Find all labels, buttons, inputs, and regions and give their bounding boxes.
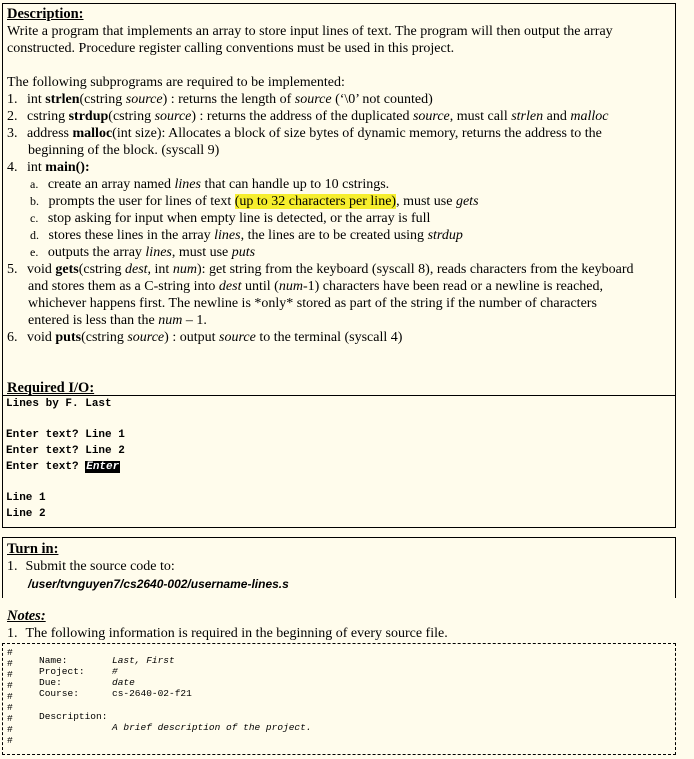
field-description-value: A brief description of the project. xyxy=(112,722,312,733)
item-malloc-cont: beginning of the block. (syscall 9) xyxy=(28,143,220,158)
item-gets-cont-1: and stores them as a C-string into dest until (num-1) characters have been read or a newline is reached, xyxy=(28,279,604,294)
main-sub-a: a. create an array named lines that can handle up to 10 cstrings. xyxy=(30,177,390,192)
field-name-key: Name: xyxy=(39,655,68,666)
description-heading: Description: xyxy=(7,6,84,22)
main-sub-c: c. stop asking for input when empty line is detected, or the array is full xyxy=(30,211,431,226)
requirements-line: The following subprograms are required to be implemented: xyxy=(7,75,345,90)
description-intro-2: constructed. Procedure register calling conventions must be used in this project. xyxy=(7,41,455,56)
notes-box xyxy=(2,643,676,755)
field-due-value: date xyxy=(112,677,135,688)
io-line-1: Enter text? Line 1 xyxy=(6,429,125,441)
notes-item: 1. The following information is required in the beginning of every source file. xyxy=(7,626,448,641)
turnin-item: 1. Submit the source code to: xyxy=(7,559,175,574)
enter-key: Enter xyxy=(86,461,120,473)
item-number: 4. xyxy=(7,160,18,175)
notes-heading: Notes: xyxy=(7,608,46,624)
field-description-key: Description: xyxy=(39,711,108,722)
turnin-path: /user/tvnguyen7/cs2640-002/username-lines.s xyxy=(28,577,289,591)
item-strlen: 1. int strlen(cstring source) : returns the length of source (‘\0’ not counted) xyxy=(7,92,433,107)
func-name: strlen xyxy=(45,92,80,107)
item-number: 5. xyxy=(7,262,18,277)
item-gets-cont-2: whichever happens first. The newline is *only* stored as part of the string if the number of characters xyxy=(28,296,597,311)
field-project-key: Project: xyxy=(39,666,85,677)
item-strdup: 2. cstring strdup(cstring source) : returns the address of the duplicated source, must call strlen and malloc xyxy=(7,109,609,124)
field-project-value: # xyxy=(112,666,118,677)
func-name: strdup xyxy=(68,109,109,124)
io-line-2: Enter text? Line 2 xyxy=(6,445,125,457)
item-number: 2. xyxy=(7,109,18,124)
document-page: Description: Write a program that implements an array to store input lines of text. The program will then output the array constructed. Procedure register calling conventions must be used in this project. The following subprograms are required to be implemented: 1. int strlen(cstring source) : returns the length of source (‘\0’ not counted) 2. cstring strdup(cstring source) : returns the address of the duplicated source, must call strlen and malloc 3. address malloc(int size): Allocates a block of size bytes of dynamic memory, returns the address to the beginning of the block. (syscall 9) 4. int main(): a. create an array named lines that can handle up to 10 cstrings. b. prompts the user for lines of text (up to 32 characters per line), must use gets c. stop asking for input when empty line is detected, or the array is full d. stores these lines in the array lines, the lines are to be created using strdup e. outputs the array lines, must use puts 5. void gets(cstring dest, int num): get string from the keyboard (syscall 8), reads characters from the keyboard and stores them as a C-string into dest until (num-1) characters have been read or a newline is reached, whichever happens first. The newline is *only* stored as part of the string if the number of characters entered is less than the num – 1. 6. void puts(cstring source) : output source to the terminal (syscall 4) Required I/O: Lines by F. Last Enter text? Line 1 Enter text? Line 2 Enter text? Enter Line 1 Line 2 Turn in: 1. Submit the source code to: /user/tvnguyen7/cs2640-002/username-lines.s Notes: 1. The following information is required in the beginning of every source file. # # # # # # # # # Name: Last, First Project: # Due: date Course: cs-2640-02-f21 Description: A brief description of the project. xyxy=(0,0,694,759)
field-course-value: cs-2640-02-f21 xyxy=(112,688,192,699)
item-main: 4. int main(): xyxy=(7,160,90,175)
io-line-title: Lines by F. Last xyxy=(6,398,112,410)
item-gets: 5. void gets(cstring dest, int num): get string from the keyboard (syscall 8), reads characters from the keyboard xyxy=(7,262,634,277)
highlight: (up to 32 characters per line) xyxy=(234,194,397,209)
item-number: 1. xyxy=(7,92,18,107)
item-malloc: 3. address malloc(int size): Allocates a block of size bytes of dynamic memory, returns the address to the xyxy=(7,126,602,141)
io-line-3: Enter text? Enter xyxy=(6,461,120,473)
description-intro-1: Write a program that implements an array to store input lines of text. The program will then output the array xyxy=(7,24,613,39)
field-course-key: Course: xyxy=(39,688,79,699)
field-name-value: Last, First xyxy=(112,655,175,666)
io-output-2: Line 2 xyxy=(6,508,46,520)
io-heading: Required I/O: xyxy=(7,380,95,396)
func-name: puts xyxy=(55,330,82,345)
io-output-1: Line 1 xyxy=(6,492,46,504)
main-sub-e: e. outputs the array lines, must use puts xyxy=(30,245,256,260)
item-number: 3. xyxy=(7,126,18,141)
func-name: gets xyxy=(55,262,79,277)
turnin-heading: Turn in: xyxy=(7,541,59,557)
item-number: 6. xyxy=(7,330,18,345)
item-gets-cont-3: entered is less than the num – 1. xyxy=(28,313,207,328)
func-name: main xyxy=(45,160,76,175)
main-sub-d: d. stores these lines in the array lines, the lines are to be created using strdup xyxy=(30,228,463,243)
field-due-key: Due: xyxy=(39,677,62,688)
func-name: malloc xyxy=(72,126,113,141)
item-puts: 6. void puts(cstring source) : output source to the terminal (syscall 4) xyxy=(7,330,403,345)
main-sub-b: b. prompts the user for lines of text (up to 32 characters per line), must use gets xyxy=(30,194,479,209)
